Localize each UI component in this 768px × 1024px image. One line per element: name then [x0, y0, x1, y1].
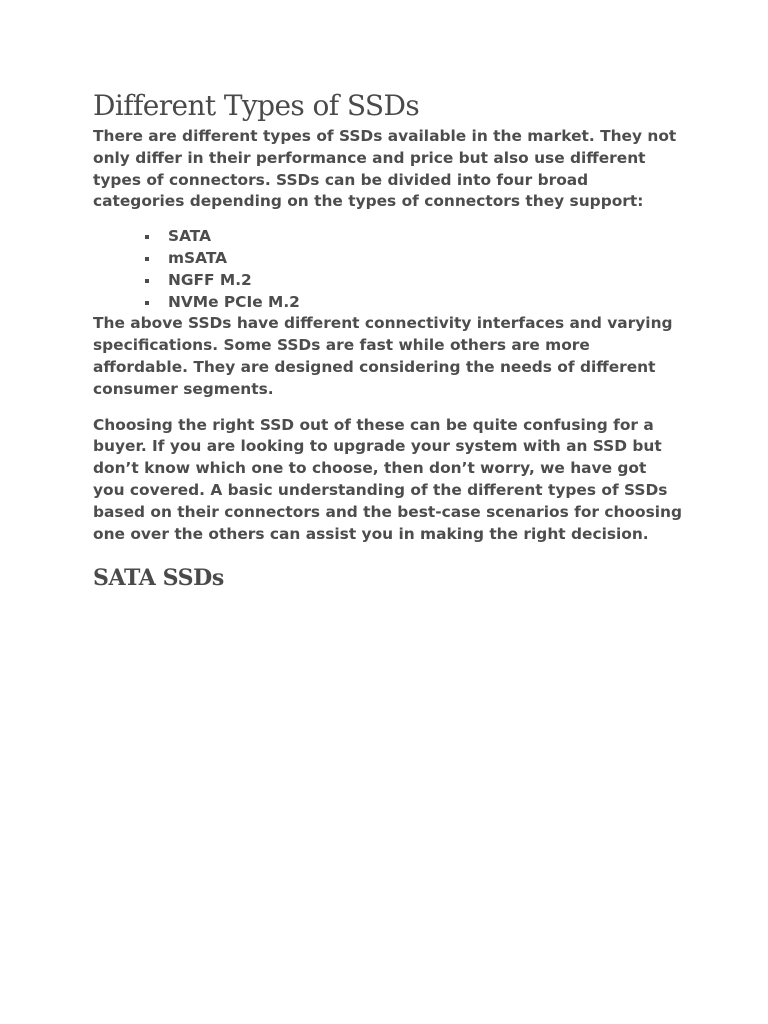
section-heading: SATA SSDs — [93, 565, 224, 592]
list-item-label: NGFF M.2 — [168, 270, 252, 289]
page-title: Different Types of SSDs — [93, 89, 420, 122]
body-paragraph-3: Choosing the right SSD out of these can be quite confusing for a buyer. If you are looking to upgrade your system with an SSD but don’t know which one to choose, then don’t worry, we have got you covered. A basic understanding of the different types of SSDs based on their connectors and the best-case scenarios for choosing one over the others can assist you in making the right decision. — [93, 415, 682, 543]
list-item-label: SATA — [168, 227, 212, 246]
body-paragraph-2: The above SSDs have different connectivity interfaces and varying specifications. Some SSDs are fast while others are more affordable. They are designed considering the needs of different consumer segments. — [93, 314, 673, 398]
intro-paragraph: There are different types of SSDs available in the market. They not only differ in their performance and price but also use different types of connectors. SSDs can be divided into four broad categories depending on the types of connectors they support: — [93, 127, 677, 211]
bullet-icon — [145, 257, 149, 261]
list-item — [145, 292, 683, 314]
connector-list — [93, 226, 683, 313]
list-item — [145, 226, 683, 248]
list-item — [145, 270, 683, 292]
bullet-icon — [145, 235, 149, 239]
bullet-icon — [145, 301, 149, 305]
document-content — [93, 86, 683, 595]
list-item-label: mSATA — [168, 248, 228, 267]
list-item-label: NVMe PCIe M.2 — [168, 292, 300, 311]
bullet-icon — [145, 279, 149, 283]
list-item — [145, 248, 683, 270]
